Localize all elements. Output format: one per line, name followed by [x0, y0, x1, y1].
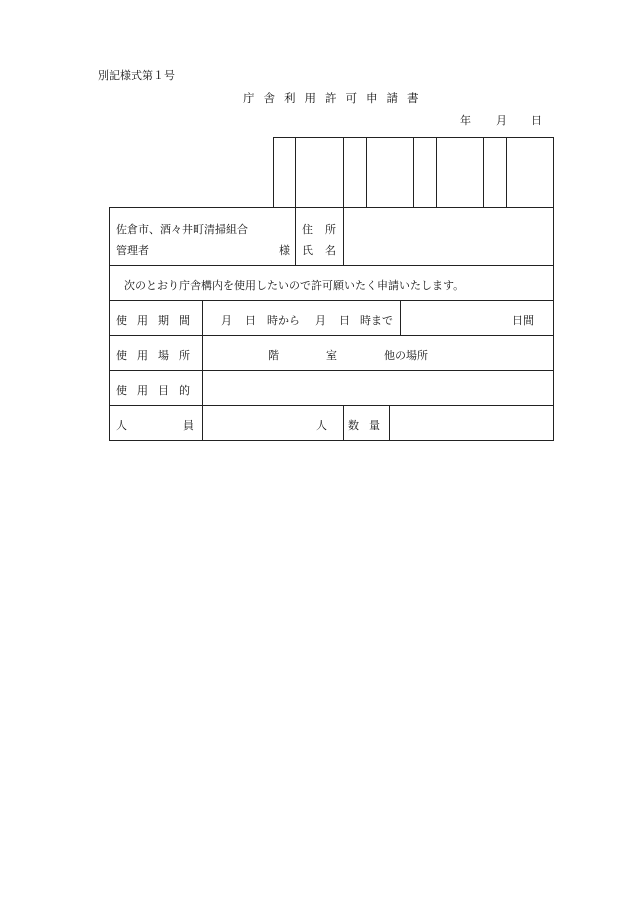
address-label: 住所 [302, 223, 348, 236]
date-month-label: 月 [496, 114, 507, 127]
document-title: 庁舎利用許可申請書 [243, 91, 428, 105]
place-room: 室 [326, 349, 337, 362]
addressee-line2: 管理者 [116, 244, 149, 257]
name-label: 氏名 [302, 244, 348, 257]
period-end-month: 月 [315, 314, 326, 327]
personnel-unit: 人 [316, 419, 327, 432]
place-label: 使用場所 [116, 349, 200, 362]
period-end-hour: 時まで [360, 314, 393, 327]
period-start-hour: 時から [267, 314, 300, 327]
request-statement: 次のとおり庁舎構内を使用したいので許可願いたく申請いたします。 [124, 279, 465, 292]
period-start-month: 月 [221, 314, 232, 327]
personnel-label [116, 417, 250, 433]
date-day-label: 日 [531, 114, 542, 127]
form-number: 別記様式第１号 [98, 69, 175, 82]
period-days: 日間 [512, 314, 534, 327]
place-floor: 階 [268, 349, 279, 362]
addressee-line1: 佐倉市、酒々井町清掃組合 [116, 223, 248, 236]
period-end-day: 日 [339, 314, 350, 327]
personnel-label-text: 人員 [116, 419, 250, 432]
period-start-day: 日 [245, 314, 256, 327]
period-label: 使用期間 [116, 314, 200, 327]
purpose-label: 使用目的 [116, 384, 200, 397]
quantity-label: 数量 [348, 419, 390, 432]
place-other: 他の場所 [384, 349, 428, 362]
addressee-honorific: 様 [279, 244, 290, 257]
date-year-label: 年 [460, 114, 471, 127]
